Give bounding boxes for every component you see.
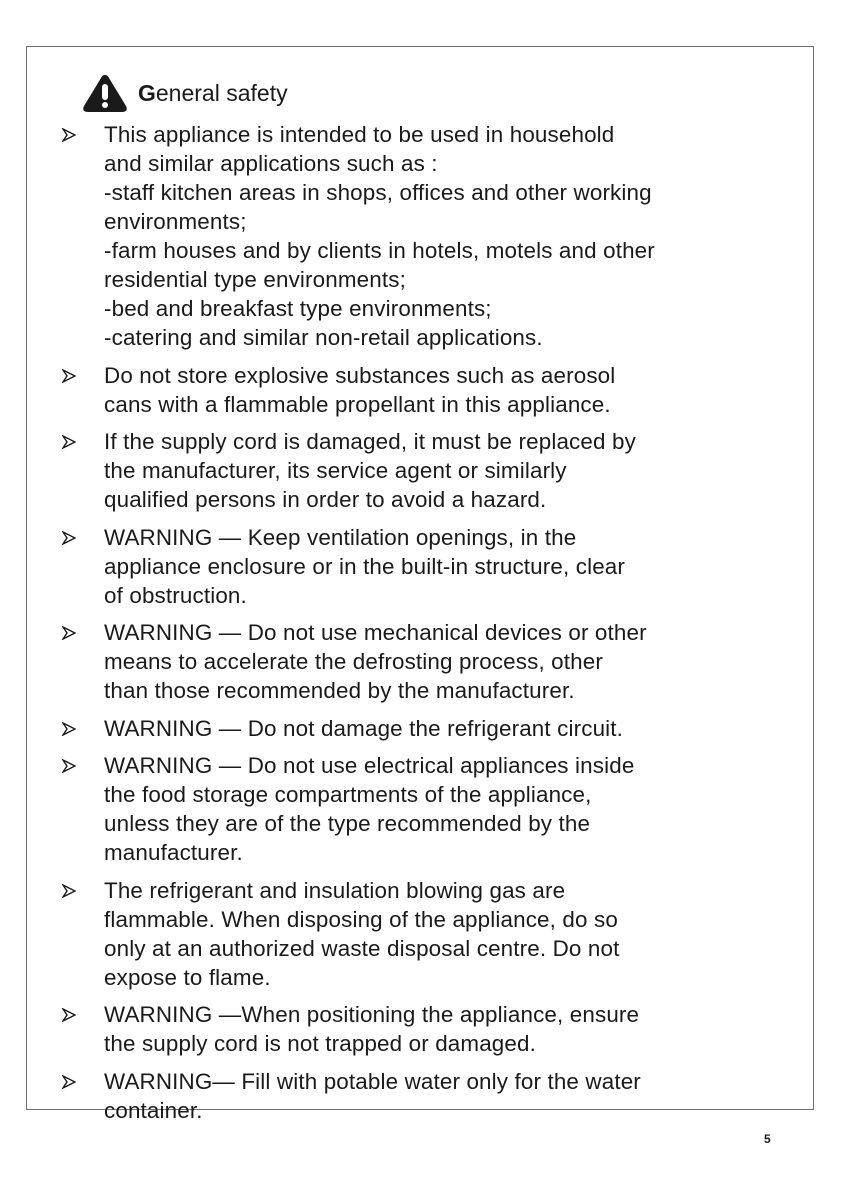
arrow-bullet-icon	[62, 1075, 76, 1089]
list-item	[62, 361, 802, 419]
arrow-bullet-icon	[62, 884, 76, 898]
item-text-line: means to accelerate the defrosting process, other	[104, 649, 603, 674]
list-item	[62, 714, 802, 743]
item-text-line: flammable. When disposing of the appliance, do so	[104, 906, 618, 932]
list-item	[62, 120, 802, 352]
item-text-line: the food storage compartments of the appliance,	[104, 782, 592, 807]
item-text-line: residential type environments;	[104, 267, 406, 292]
arrow-bullet-icon	[62, 759, 76, 773]
item-text-line: container.	[104, 1097, 203, 1123]
item-text-line: expose to flame.	[104, 964, 271, 990]
item-text-line: cans with a flammable propellant in this appliance.	[104, 391, 611, 417]
item-text-line: -bed and breakfast type environments;	[104, 296, 492, 321]
safety-list	[62, 120, 802, 1133]
list-item	[62, 618, 802, 705]
item-text-line: -farm houses and by clients in hotels, motels and other	[104, 238, 655, 263]
item-text-line: WARNING— Fill with potable water only for the water	[104, 1068, 641, 1094]
item-text-line: -catering and similar non-retail applications.	[104, 325, 543, 350]
item-text-line: the supply cord is not trapped or damaged.	[104, 1031, 536, 1056]
item-text-line: WARNING —When positioning the appliance, ensure	[104, 1002, 640, 1027]
warning-triangle-icon	[82, 73, 128, 113]
item-text-line: WARNING — Do not damage the refrigerant circuit.	[104, 715, 624, 741]
arrow-bullet-icon	[62, 531, 76, 545]
item-text-line: the manufacturer, its service agent or similarly	[104, 458, 567, 483]
list-item	[62, 876, 802, 992]
section-heading	[82, 73, 288, 113]
arrow-bullet-icon	[62, 369, 76, 383]
list-item	[62, 427, 802, 514]
item-text-line: -staff kitchen areas in shops, offices and other working	[104, 180, 652, 205]
list-item	[62, 523, 802, 610]
item-text-line: only at an authorized waste disposal centre. Do not	[104, 935, 620, 961]
page-number: 5	[764, 1132, 771, 1146]
page-title: General safety	[138, 80, 288, 106]
arrow-bullet-icon	[62, 722, 76, 736]
item-text-line: Do not store explosive substances such as aerosol	[104, 362, 616, 388]
item-text-line: The refrigerant and insulation blowing gas are	[104, 877, 566, 903]
list-item	[62, 1000, 802, 1058]
item-text-line: than those recommended by the manufacturer.	[104, 678, 575, 703]
item-text-line: This appliance is intended to be used in household	[104, 122, 615, 147]
arrow-bullet-icon	[62, 1008, 76, 1022]
item-text-line: of obstruction.	[104, 582, 247, 608]
item-text-line: manufacturer.	[104, 840, 243, 865]
item-text-line: If the supply cord is damaged, it must be replaced by	[104, 429, 636, 454]
item-text-line: WARNING — Do not use electrical appliances inside	[104, 753, 635, 778]
list-item	[62, 1067, 802, 1125]
item-text-line: WARNING — Keep ventilation openings, in the	[104, 524, 577, 550]
item-text-line: and similar applications such as :	[104, 151, 438, 176]
item-text-line: environments;	[104, 209, 247, 234]
arrow-bullet-icon	[62, 435, 76, 449]
item-text-line: WARNING — Do not use mechanical devices or other	[104, 620, 647, 645]
arrow-bullet-icon	[62, 626, 76, 640]
item-text-line: qualified persons in order to avoid a hazard.	[104, 487, 547, 512]
item-text-line: unless they are of the type recommended by the	[104, 811, 591, 836]
arrow-bullet-icon	[62, 128, 76, 142]
item-text-line: appliance enclosure or in the built-in structure, clear	[104, 553, 626, 579]
list-item	[62, 751, 802, 867]
